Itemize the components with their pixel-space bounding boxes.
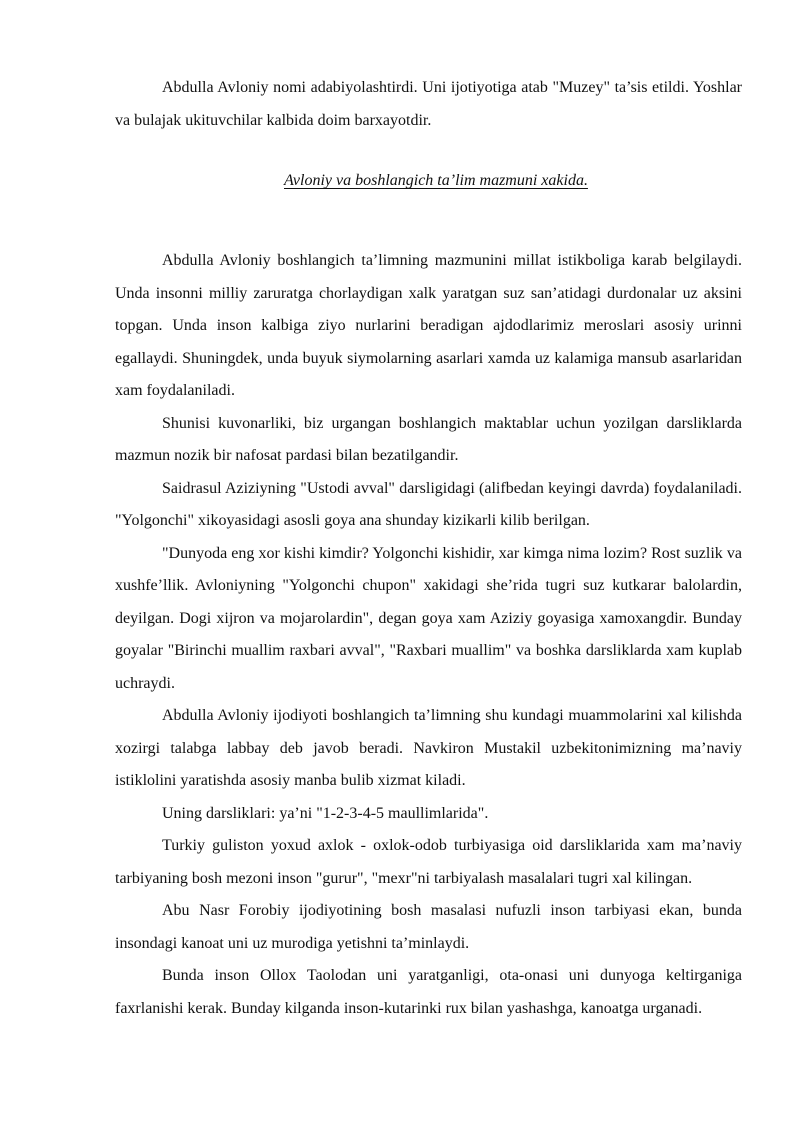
- paragraph-1: Abdulla Avloniy boshlangich ta’limning mazmunini millat istikboliga karab belgilaydi. Unda insonni milliy zaruratga chorlaydigan xalk yaratgan suz san’atidagi durdonalar uz aksini topgan. Unda inson kalbiga ziyo nurlarini beradigan ajdodlarimiz meroslari asosiy urinni egallaydi. Shuningdek, unda buyuk siymolarning asarlari xamda uz kalamiga mansub asarlaridan xam foydalaniladi.: [115, 252, 742, 399]
- paragraph-4: "Dunyoda eng xor kishi kimdir? Yolgonchi kishidir, xar kimga nima lozim? Rost suzlik va xushfe’llik. Avloniyning "Yolgonchi chupon" xakidagi she’rida tugri suz kutkarar balolardin, deyilgan. Dogi xijron va mojarolardin", degan goya xam Aziziy goyasiga xamoxangdir. Bunday goyalar "Birinchi muallim raxbari avval", "Raxbari muallim" va boshka darsliklarda xam kuplab uchraydi.: [115, 544, 742, 692]
- document-page: [115, 72, 742, 1025]
- section-heading: Avloniy va boshlangich ta’lim mazmuni xakida.: [284, 172, 588, 189]
- paragraph-2: Shunisi kuvonarliki, biz urgangan boshlangich maktablar uchun yozilgan darsliklarda mazmun nozik bir nafosat pardasi bilan bezatilgandir.: [115, 414, 742, 464]
- paragraph-5: Abdulla Avloniy ijodiyoti boshlangich ta’limning shu kundagi muammolarini xal kilishda xozirgi talabga labbay deb javob beradi. Navkiron Mustakil uzbekitonimizning ma’naviy istiklolini yaratishda asosiy manba bulib xizmat kiladi.: [115, 707, 742, 789]
- paragraph-6: Uning darsliklari: ya’ni "1-2-3-4-5 maullimlarida".: [162, 804, 489, 822]
- heading-spacer: [115, 225, 742, 245]
- section-heading-wrapper: [115, 137, 742, 225]
- paragraph-7: Turkiy guliston yoxud axlok - oxlok-odob turbiyasiga oid darsliklarida xam ma’naviy tarbiyaning bosh mezoni inson "gurur", "mexr"ni tarbiyalash masalalari tugri xal kilingan.: [115, 837, 742, 887]
- paragraph-3: Saidrasul Aziziyning "Ustodi avval" darsligidagi (alifbedan keyingi davrda) foydalaniladi. "Yolgonchi" xikoyasidagi asosli goya ana shunday kizikarli kilib berilgan.: [115, 479, 742, 529]
- paragraph-8: Abu Nasr Forobiy ijodiyotining bosh masalasi nufuzli inson tarbiyasi ekan, bunda insondagi kanoat uni uz murodiga yetishni ta’minlaydi.: [115, 902, 742, 952]
- paragraph-9: Bunda inson Ollox Taolodan uni yaratganligi, ota-onasi uni dunyoga keltirganiga faxrlanishi kerak. Bunday kilganda inson-kutarinki rux bilan yashashga, kanoatga urganadi.: [115, 967, 742, 1017]
- intro-paragraph: Abdulla Avloniy nomi adabiyolashtirdi. Uni ijotiyotiga atab "Muzey" ta’sis etildi. Yoshlar va bulajak ukituvchilar kalbida doim barxayotdir.: [115, 79, 742, 129]
